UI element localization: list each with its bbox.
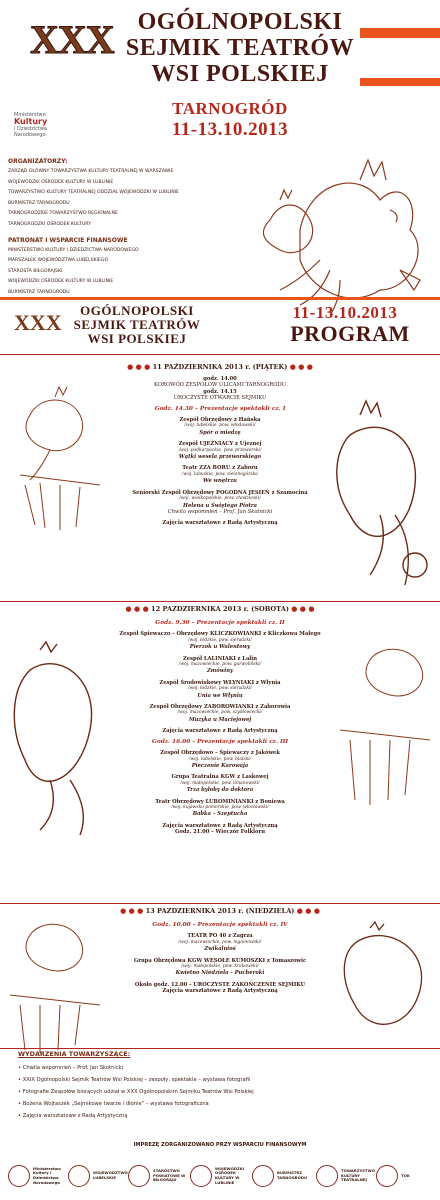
program-title: PROGRAM — [290, 321, 410, 346]
program-line: Zespół UJEŹNIACY z Ujeznej — [178, 441, 262, 448]
program-line: UROCZYSTE OTWARCIE SEJMIKU — [173, 395, 267, 402]
dots-right: ● ● ● — [291, 604, 315, 613]
program-line: Zespół Śpiewaczo – Obrzędowy KLICZKOWIANKI z Kliczkowa Małego — [119, 631, 321, 638]
patrons-heading: PATRONAT I WSPARCIE FINANSOWE — [8, 236, 128, 244]
program-line: /woj. małopolskie, pow. krakowski/ — [181, 964, 259, 970]
bullet-icon: • — [18, 1101, 23, 1107]
program-line: Zespół LALINIAKI z Lalin — [182, 655, 258, 662]
program-line: /woj. podkarpackie, pow. przeworski/ — [178, 447, 262, 453]
events-heading: WYDARZENIA TOWARZYSZĄCE: — [18, 1050, 131, 1058]
organizers-block — [8, 158, 248, 299]
tok-logo — [376, 1158, 435, 1194]
logo-text: BURMISTRZ TARNOGRODU — [277, 1170, 308, 1180]
ministry-line-3: i Dziedzictwa — [14, 126, 47, 132]
logo-text: TOK — [401, 1172, 410, 1178]
divider-events — [0, 1048, 440, 1049]
logo-mark-icon — [128, 1165, 150, 1187]
program-line: /woj. łódzkie, pow. sieradzki/ — [188, 686, 252, 692]
title-line-1: OGÓLNOPOLSKI — [137, 9, 343, 35]
program-line: /woj. mazowieckie, pow. garwoliński/ — [178, 662, 262, 668]
footer-note: IMPREZĘ ZORGANIZOWANO PRZY WSPARCIU FINANSOWYM — [133, 1142, 307, 1148]
program-line: Zajęcia warsztatowe z Radą Artystyczną — [162, 988, 278, 995]
ministry-logo — [8, 1158, 67, 1194]
program-line: Godz. 9.30 – Prezentacje spektakli cz. II — [155, 620, 285, 626]
program-line: Trza byłoby do doktora — [186, 787, 254, 794]
program-line: We wnętrzu — [203, 478, 237, 485]
title-line-2: SEJMIK TEATRÓW — [125, 35, 355, 61]
divider-day2 — [0, 601, 440, 602]
rooster-illustration-left-3 — [0, 915, 110, 1055]
program-line: Zespół Obrzędowy z Hańska — [179, 417, 261, 424]
rooster-illustration-right-3 — [330, 920, 440, 1040]
program-line: Muzyka u Maciejowej — [188, 716, 252, 723]
program-line: Chwila wspomnień – Prof. Jan Skotnicki — [167, 508, 273, 515]
ministry-line-4: Narodowego. — [14, 132, 47, 138]
program-line: /woj. kujawsko-pomorskie, pow. włocławski/ — [171, 804, 269, 810]
day2-heading-row — [0, 604, 440, 613]
city: TARNOGRÓD — [172, 99, 288, 118]
list-item: MINISTERSTWO KULTURY I DZIEDZICTWA NARODOWEGO — [8, 247, 139, 253]
program-line: /woj. wielkopolskie, pow. chodzieski/ — [179, 496, 261, 502]
starostwo-logo — [128, 1158, 187, 1194]
orange-bar-top — [360, 28, 440, 38]
program-line: /woj. mazowieckie, pow. legionowski/ — [178, 939, 262, 945]
banner-line-2: SEJMIK TEATRÓW — [73, 317, 201, 332]
program-line: Teatr Obrzędowy LUBOMINIANKI z Boniewa — [155, 798, 285, 805]
bullet-icon: • — [18, 1089, 23, 1095]
ministry-line-2: Kultury — [14, 117, 48, 126]
patrons-list — [8, 246, 248, 299]
rooster-illustration-right-1 — [320, 395, 440, 595]
program-line: godz. 14.15 — [203, 388, 237, 395]
logo-mark-icon — [252, 1165, 274, 1187]
event-item — [18, 1062, 428, 1074]
logo-text: TOWARZYSTWO KULTURY TEATRALNEJ — [341, 1168, 375, 1183]
program-line: Unia we Włyniu — [197, 692, 243, 699]
rooster-illustration-left-2 — [0, 640, 110, 840]
ministry-logo — [14, 112, 84, 138]
list-item: BURMISTRZ TARNOGRODU — [8, 289, 70, 295]
program-line: /woj. łódzkie, pow. sieradzki/ — [188, 637, 252, 643]
rooster-illustration-left-1 — [0, 375, 120, 535]
program-line: Zajęcia warsztatowe z Radą Artystyczną — [162, 728, 278, 735]
logo-mark-icon — [376, 1165, 398, 1187]
program-line: Pierzok u Walentowy — [189, 644, 251, 651]
event-text: Fotografie Zespołów biorących udział w XXX Ogólnopolskim Sejmiku Teatrów Wsi Polskiej — [22, 1089, 254, 1095]
logo-mark-icon — [190, 1165, 212, 1187]
program-line: /woj. lubelskie, pow. włodawski/ — [184, 423, 256, 429]
xxx-label: XXX — [30, 17, 114, 62]
list-item: TOWARZYSTWO KULTURY TEATRALNEJ ODDZIAŁ WOJEWÓDZKI W LUBLINIE — [8, 190, 179, 196]
program-line: Pieczenie Karowaja — [191, 762, 249, 769]
day3-heading: 13 PAZDZIERNIKA 2013 r. (NIEDZIELA) — [145, 907, 295, 915]
day2-heading: 12 PAZDZIERNIKA 2013 r. (SOBOTA) — [151, 605, 289, 613]
wok-logo — [190, 1158, 249, 1194]
logo-text: WOJEWÓDZKI OŚRODEK KULTURY W LUBLINIE — [215, 1165, 245, 1185]
bullet-icon: • — [18, 1077, 23, 1083]
day3-heading-row — [0, 906, 440, 915]
day1-program — [110, 376, 330, 527]
bullet-icon: • — [18, 1113, 23, 1119]
program-line: Godz. 14.30 – Prezentacje spektakli cz. I — [154, 405, 286, 412]
event-item — [18, 1110, 428, 1122]
day2-program — [100, 616, 340, 836]
event-text: Chwila wspomnień – Prof. Jan Skotnicki — [22, 1065, 124, 1071]
program-line: /woj. lubelskie, pow. bialski/ — [188, 756, 252, 762]
program-line: TEATR PO 40 z Zagrza — [187, 933, 253, 940]
dots-left: ● ● ● — [127, 362, 151, 371]
divider-day3 — [0, 903, 440, 904]
event-item — [18, 1086, 428, 1098]
list-item: ZARZĄD GŁÓWNY TOWARZYSTWA KULTURY TEATRALNEJ W WARSZAWIE — [8, 169, 174, 174]
program-line: Zajęcia warsztatowe z Radą Artystyczną — [162, 520, 278, 527]
program-line: Godz. 10.00 – Prezentacje spektakli cz. IV — [152, 922, 288, 928]
logo-mark-icon — [68, 1165, 90, 1187]
program-line: Wątki wesela przeworskiego — [178, 454, 262, 461]
program-line: Około godz. 12.00 – UROCZYSTE ZAKOŃCZENIE SEJMIKU — [134, 981, 306, 988]
event-item — [18, 1074, 428, 1086]
program-line: Teatr ZZA BORU z Zaboru — [182, 465, 258, 472]
program-line: Godz. 21.00 – Wieczór Folkloru — [175, 829, 265, 836]
program-line: Kwietno Niedziela – Pucheroki — [175, 970, 265, 977]
banner-xxx: XXX — [14, 310, 62, 335]
divider-program — [0, 354, 440, 355]
banner-dates: 11-13.10.2013 — [292, 303, 398, 322]
program-line: Spór o miedzę — [199, 429, 241, 436]
event-text: XXIX Ogólnopolski Sejmik Teatrów Wsi Polskiej – zespoły, spektakle – wystawa fotografii — [22, 1077, 251, 1083]
event-text: Zajęcia warsztatowe z Radą Artystyczną — [22, 1113, 128, 1119]
program-line: Grupa Obrzędowa KGW WESOŁE KUMOSZKI z Tomaszowic — [133, 957, 307, 964]
logo-mark-icon — [316, 1165, 338, 1187]
events-list — [18, 1062, 428, 1122]
program-line: godz. 14.00 — [203, 376, 237, 382]
events-block — [18, 1050, 428, 1122]
list-item: WOJEWÓDZKI OŚRODEK KULTURY W LUBLINIE — [8, 179, 114, 185]
list-item: TARNOGRODZKIE TOWARZYSTWO REGIONALNE — [8, 211, 119, 217]
ministry-line-1: Ministerstwo — [14, 112, 46, 118]
title-line-3: WSI POLSKIEJ — [151, 61, 329, 87]
organizers-list — [8, 167, 248, 231]
logo-text: STAROSTWO POWIATOWE W BIŁGORAJU — [153, 1168, 186, 1183]
organizers-heading: ORGANIZATORZY: — [8, 158, 68, 165]
event-text: Bożena Wojtaszek „Sejmikowe twarze i dłonie” – wystawa fotograficzna — [22, 1101, 209, 1107]
program-line: Helena u Świętego Piotra — [183, 502, 257, 509]
list-item: BURMISTRZ TARNOGRODU — [8, 200, 70, 206]
logo-text: WOJEWÓDZTWO LUBELSKIE — [93, 1170, 128, 1180]
lubelskie-logo — [68, 1158, 127, 1194]
list-item: STAROSTA BIŁGORAJSKI — [8, 268, 63, 274]
program-line: /woj. lubuskie, pow. zielonogórski/ — [181, 471, 259, 477]
banner-line-3: WSI POLSKIEJ — [87, 331, 187, 346]
program-line: Zajęcia warsztatowe z Radą Artystyczną — [162, 822, 278, 829]
divider-top — [0, 297, 440, 300]
banner-line-1: OGÓLNOPOLSKI — [80, 303, 194, 318]
event-item — [18, 1098, 428, 1110]
program-line: Zespół Obrzędowo – Śpiewaczy z Jakówek — [160, 750, 280, 757]
dots-left: ● ● ● — [120, 906, 144, 915]
program-line: Zespół Obrzędowy ZABOROWIANKI z Zaborowia — [149, 704, 291, 711]
rooster-illustration-header — [240, 140, 440, 320]
day1-heading-row — [0, 362, 440, 371]
day1-heading: 11 PAŹDZIERNIKA 2013 r. (PIĄTEK) — [152, 363, 288, 371]
day3-program — [100, 918, 340, 995]
program-line: KOROWÓD ZESPOŁÓW ULICAMI TARNOGRODU — [154, 382, 286, 389]
program-line: /woj. małopolskie, pow. limanowski/ — [180, 780, 260, 786]
list-item: WOJEWÓDZKI OŚRODEK KULTURY W LUBLINIE — [8, 279, 114, 285]
orange-bar-mid — [360, 78, 440, 86]
burmistrz-logo — [252, 1158, 311, 1194]
program-line: Zwikalnioś — [204, 946, 236, 953]
program-line: Zmówiny — [207, 668, 233, 675]
dots-right: ● ● ● — [289, 362, 313, 371]
program-line: Grupa Teatralna KGW z Laskowej — [171, 774, 269, 781]
list-item: TARNOGRODZKI OŚRODEK KULTURY — [8, 221, 92, 227]
program-line: Zespół Środowiskowy WŁYNIAKI z Włynia — [159, 679, 281, 686]
rooster-illustration-right-2 — [330, 640, 440, 820]
dots-left: ● ● ● — [125, 604, 149, 613]
logo-mark-icon — [8, 1165, 30, 1187]
dots-right: ● ● ● — [296, 906, 320, 915]
program-line: /woj. mazowieckie, pow. szydłowiecki/ — [177, 710, 263, 716]
event-dates: 11-13.10.2013 — [171, 119, 289, 140]
logo-text: Ministerstwo Kultury i Dziedzictwa Narodowego — [33, 1165, 61, 1185]
list-item: MARSZAŁEK WOJEWÓDZTWA LUBELSKIEGO — [8, 258, 109, 264]
program-line: Godz. 16.00 – Prezentacje spektakli cz. III — [151, 738, 289, 745]
program-line: Seniorski Zespół Obrzędowy POGODNA JESIEŃ z Szamocina — [132, 489, 308, 496]
tkt-logo — [316, 1158, 375, 1194]
program-line: Babka – Szeptucha — [192, 811, 248, 818]
bullet-icon: • — [18, 1065, 23, 1071]
